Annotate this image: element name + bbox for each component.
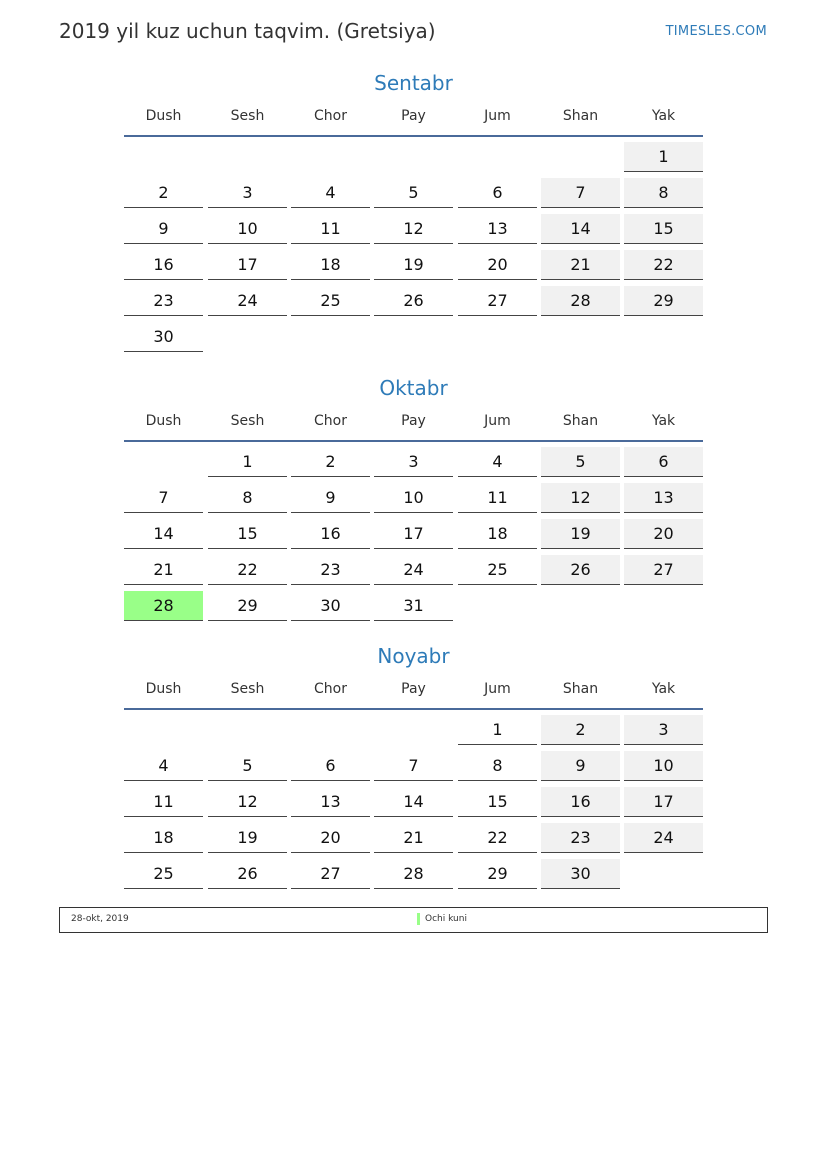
- day-cell: 2: [541, 715, 620, 745]
- day-cell: 28: [374, 859, 453, 889]
- day-cell: 30: [541, 859, 620, 889]
- day-cell: 26: [374, 286, 453, 316]
- day-cell: 19: [208, 823, 287, 853]
- weekday-label: Yak: [651, 681, 676, 697]
- weekday-label: Yak: [651, 108, 676, 124]
- day-cell: 29: [624, 286, 703, 316]
- day-cell: 14: [541, 214, 620, 244]
- day-cell: 22: [458, 823, 537, 853]
- day-cell: 8: [624, 178, 703, 208]
- weekday-label: Jum: [484, 413, 511, 429]
- day-cell: 2: [291, 447, 370, 477]
- day-cell: 1: [458, 715, 537, 745]
- site-link[interactable]: TIMESLES.COM: [665, 24, 767, 39]
- day-cell: 21: [374, 823, 453, 853]
- day-cell: 23: [291, 555, 370, 585]
- month-november: [124, 642, 703, 895]
- day-cell: 13: [624, 483, 703, 513]
- day-cell: 3: [624, 715, 703, 745]
- day-cell: 6: [291, 751, 370, 781]
- day-cell: 10: [208, 214, 287, 244]
- day-cell: 19: [541, 519, 620, 549]
- day-cell: 20: [458, 250, 537, 280]
- day-cell: 2: [124, 178, 203, 208]
- day-cell: 16: [541, 787, 620, 817]
- day-cell: 17: [374, 519, 453, 549]
- day-cell: 7: [541, 178, 620, 208]
- day-cell: 11: [458, 483, 537, 513]
- day-cell: 24: [208, 286, 287, 316]
- day-cell: 21: [541, 250, 620, 280]
- day-cell: 1: [624, 142, 703, 172]
- weekday-label: Sesh: [230, 681, 265, 697]
- day-cell: 13: [291, 787, 370, 817]
- day-cell: 11: [124, 787, 203, 817]
- weekday-header: [124, 410, 703, 442]
- weekday-label: Dush: [145, 108, 182, 124]
- day-cell: 3: [374, 447, 453, 477]
- day-cell: 5: [541, 447, 620, 477]
- weekday-label: Pay: [401, 681, 426, 697]
- day-cell: 24: [624, 823, 703, 853]
- weekday-label: Dush: [145, 681, 182, 697]
- day-cell: 9: [124, 214, 203, 244]
- day-cell: 14: [374, 787, 453, 817]
- day-cell: 14: [124, 519, 203, 549]
- weekday-label: Shan: [562, 681, 599, 697]
- month-title: Sentabr: [374, 71, 453, 95]
- month-october: [124, 374, 703, 627]
- day-cell: 19: [374, 250, 453, 280]
- month-grid: [124, 137, 703, 358]
- day-cell: 20: [291, 823, 370, 853]
- day-cell: 4: [124, 751, 203, 781]
- weekday-label: Chor: [314, 108, 347, 124]
- day-cell: 28: [124, 591, 203, 621]
- day-cell: 7: [374, 751, 453, 781]
- weekday-label: Jum: [484, 681, 511, 697]
- month-grid: [124, 442, 703, 627]
- day-cell: 30: [124, 322, 203, 352]
- day-cell: 6: [458, 178, 537, 208]
- day-cell: 27: [458, 286, 537, 316]
- day-cell: 27: [291, 859, 370, 889]
- day-cell: 16: [124, 250, 203, 280]
- month-september: [124, 69, 703, 358]
- legend-label: Ochi kuni: [425, 914, 467, 924]
- weekday-label: Pay: [401, 413, 426, 429]
- day-cell: 23: [541, 823, 620, 853]
- day-cell: 27: [624, 555, 703, 585]
- day-cell: 22: [208, 555, 287, 585]
- day-cell: 18: [291, 250, 370, 280]
- day-cell: 12: [208, 787, 287, 817]
- weekday-label: Dush: [145, 413, 182, 429]
- day-cell: 13: [458, 214, 537, 244]
- day-cell: 30: [291, 591, 370, 621]
- page-title: 2019 yil kuz uchun taqvim. (Gretsiya): [59, 19, 436, 43]
- day-cell: 17: [208, 250, 287, 280]
- day-cell: 25: [124, 859, 203, 889]
- weekday-label: Chor: [314, 413, 347, 429]
- month-title: Noyabr: [377, 644, 450, 668]
- day-cell: 11: [291, 214, 370, 244]
- weekday-label: Sesh: [230, 413, 265, 429]
- day-cell: 15: [624, 214, 703, 244]
- day-cell: 9: [541, 751, 620, 781]
- day-cell: 9: [291, 483, 370, 513]
- day-cell: 15: [208, 519, 287, 549]
- day-cell: 6: [624, 447, 703, 477]
- day-cell: 20: [624, 519, 703, 549]
- day-cell: 10: [374, 483, 453, 513]
- day-cell: 1: [208, 447, 287, 477]
- day-cell: 29: [208, 591, 287, 621]
- weekday-label: Sesh: [230, 108, 265, 124]
- day-cell: 18: [124, 823, 203, 853]
- day-cell: 10: [624, 751, 703, 781]
- day-cell: 29: [458, 859, 537, 889]
- day-cell: 4: [458, 447, 537, 477]
- day-cell: 25: [458, 555, 537, 585]
- legend-date: 28-okt, 2019: [71, 914, 129, 924]
- day-cell: 7: [124, 483, 203, 513]
- day-cell: 18: [458, 519, 537, 549]
- day-cell: 21: [124, 555, 203, 585]
- day-cell: 12: [541, 483, 620, 513]
- weekday-label: Chor: [314, 681, 347, 697]
- day-cell: 25: [291, 286, 370, 316]
- weekday-label: Shan: [562, 108, 599, 124]
- weekday-header: [124, 105, 703, 137]
- day-cell: 28: [541, 286, 620, 316]
- day-cell: 23: [124, 286, 203, 316]
- weekday-label: Pay: [401, 108, 426, 124]
- day-cell: 22: [624, 250, 703, 280]
- day-cell: 15: [458, 787, 537, 817]
- day-cell: 24: [374, 555, 453, 585]
- day-cell: 16: [291, 519, 370, 549]
- day-cell: 8: [458, 751, 537, 781]
- day-cell: 3: [208, 178, 287, 208]
- day-cell: 17: [624, 787, 703, 817]
- month-title: Oktabr: [379, 376, 448, 400]
- day-cell: 26: [541, 555, 620, 585]
- day-cell: 26: [208, 859, 287, 889]
- day-cell: 4: [291, 178, 370, 208]
- weekday-label: Shan: [562, 413, 599, 429]
- weekday-label: Yak: [651, 413, 676, 429]
- day-cell: 31: [374, 591, 453, 621]
- legend-swatch: [417, 913, 420, 925]
- month-grid: [124, 710, 703, 895]
- weekday-label: Jum: [484, 108, 511, 124]
- day-cell: 8: [208, 483, 287, 513]
- legend: [59, 907, 768, 933]
- day-cell: 12: [374, 214, 453, 244]
- day-cell: 5: [208, 751, 287, 781]
- day-cell: 5: [374, 178, 453, 208]
- weekday-header: [124, 678, 703, 710]
